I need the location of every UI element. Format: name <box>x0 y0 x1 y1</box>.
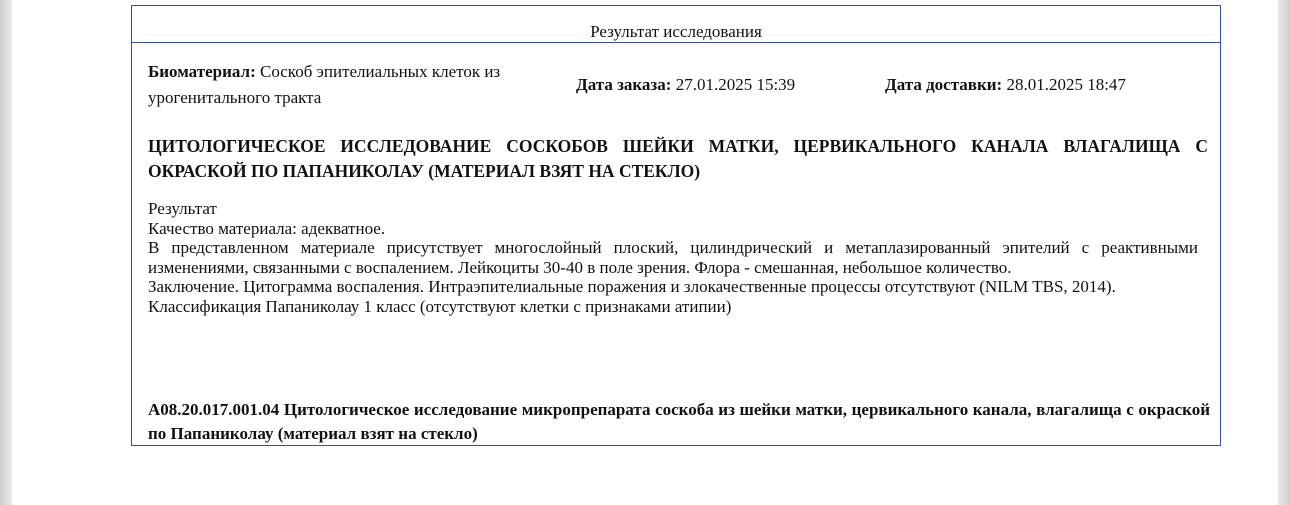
biomaterial-field <box>148 59 528 111</box>
delivery-date-label: Дата доставки: <box>885 75 1003 94</box>
result-heading: Результат <box>148 199 217 218</box>
order-date-field <box>576 72 795 98</box>
order-meta-row <box>148 59 1208 111</box>
biomaterial-label: Биоматериал: <box>148 62 256 81</box>
result-table-header <box>132 6 1220 43</box>
pap-classification: Классификация Папаниколау 1 класс (отсутствуют клетки с признаками атипии) <box>148 296 732 316</box>
result-table-title: Результат исследования <box>590 22 762 41</box>
document-page <box>12 0 1278 505</box>
result-conclusion: Заключение. Цитограмма воспаления. Интраэпителиальные поражения и злокачественные процессы отсутствуют (NILM TBS, 2014). <box>148 277 1116 297</box>
result-table <box>131 5 1221 446</box>
delivery-date-field <box>885 72 1126 98</box>
test-title: ЦИТОЛОГИЧЕСКОЕ ИССЛЕДОВАНИЕ СОСКОБОВ ШЕЙКИ МАТКИ, ЦЕРВИКАЛЬНОГО КАНАЛА ВЛАГАЛИЩА С ОКРАСКОЙ ПО ПАПАНИКОЛАУ (МАТЕРИАЛ ВЗЯТ НА СТЕКЛО) <box>148 136 1208 181</box>
order-date-label: Дата заказа: <box>576 75 672 94</box>
page-gutter-left <box>0 0 12 505</box>
page-gutter-right <box>1278 0 1290 505</box>
service-code-title <box>148 398 1210 446</box>
order-date-value: 27.01.2025 15:39 <box>675 75 796 94</box>
material-quality: Качество материала: адекватное. <box>148 218 386 238</box>
result-section <box>148 199 1198 317</box>
delivery-date-value: 28.01.2025 18:47 <box>1006 75 1126 94</box>
service-code: A08.20.017.001.04 <box>148 400 280 419</box>
service-name: Цитологическое исследование микропрепарата соскоба из шейки матки, цервикального канала, влагалища с окраской по Папаниколау (материал взят на стекло) <box>148 400 1210 443</box>
biomaterial-value: Соскоб эпителиальных клеток из урогенитального тракта <box>148 62 501 107</box>
result-description: В представленном материале присутствует многослойный плоский, цилиндрический и метаплазированный эпителий с реактивными изменениями, связанными с воспалением. Лейкоциты 30-40 в поле зрения. Флора - смешанная, небольшое количество. <box>148 238 1198 277</box>
